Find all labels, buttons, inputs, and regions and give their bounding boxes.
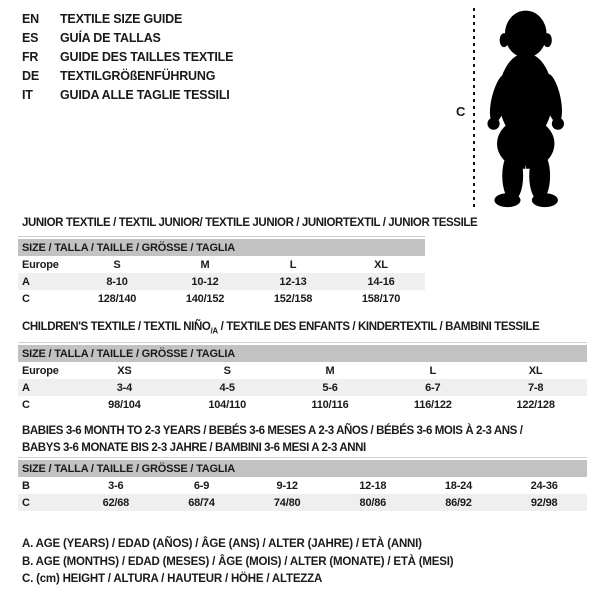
table-row-height	[18, 290, 425, 307]
size-header-band: SIZE / TALLA / TAILLE / GRÖSSE / TAGLIA	[18, 237, 425, 256]
note-height-cm: C. (cm) HEIGHT / ALTURA / HAUTEUR / HÖHE / ALTEZZA	[22, 573, 323, 585]
region-col-header: Europe	[22, 258, 59, 271]
language-list	[22, 10, 233, 105]
size-cell: 62/68	[73, 494, 159, 511]
size-col-header: XS	[117, 364, 132, 377]
language-title: GUIDE DES TAILLES TEXTILE	[60, 50, 234, 64]
size-cell: 9-12	[276, 479, 298, 492]
size-cell: 3-6	[108, 479, 124, 492]
size-cell: 152/158	[273, 292, 313, 305]
size-col-header: S	[113, 258, 121, 271]
column-header-row	[18, 256, 425, 273]
row-label: C	[18, 494, 73, 511]
babies-section-title	[22, 423, 592, 456]
language-title: GUÍA DE TALLAS	[60, 31, 161, 45]
column-header-row	[18, 362, 587, 379]
size-cell: 14-16	[337, 273, 425, 290]
row-label: A	[18, 379, 73, 396]
size-cell: 5-6	[279, 379, 382, 396]
legend-notes	[22, 536, 453, 589]
size-cell: 158/170	[361, 292, 401, 305]
size-col-header: L	[429, 364, 437, 377]
row-label: C	[22, 398, 30, 411]
size-header-band-row	[18, 458, 587, 477]
children-title-post: / TEXTILE DES ENFANTS / KINDERTEXTIL / BAMBINI TESSILE	[217, 321, 540, 333]
size-header-band-row	[18, 237, 425, 256]
size-cell: 12-18	[359, 479, 387, 492]
baby-silhouette-icon	[480, 8, 568, 208]
size-cell: 116/122	[413, 398, 452, 411]
size-cell: 80/86	[330, 494, 416, 511]
size-col-header: L	[289, 258, 297, 271]
babies-title-line1: BABIES 3-6 MONTH TO 2-3 YEARS / BEBÉS 3-6 MESES A 2-3 AÑOS / BÉBÉS 3-6 MOIS À 2-3 ANS /	[22, 425, 523, 437]
size-col-header: M	[325, 364, 335, 377]
height-measure-dotted-line	[473, 8, 475, 207]
size-col-header: M	[200, 258, 210, 271]
table-row-months	[18, 477, 587, 494]
children-title-pre: CHILDREN'S TEXTILE / TEXTIL NIÑO	[22, 321, 211, 333]
language-row-fr	[22, 48, 233, 67]
language-code: FR	[22, 50, 39, 64]
size-cell: 6-7	[381, 379, 484, 396]
size-col-header: XL	[374, 258, 388, 271]
size-col-header: XL	[528, 364, 543, 377]
table-row-age	[18, 379, 587, 396]
junior-section-title: JUNIOR TEXTILE / TEXTIL JUNIOR/ TEXTILE JUNIOR / JUNIORTEXTIL / JUNIOR TESSILE	[22, 217, 478, 229]
size-cell: 92/98	[501, 494, 587, 511]
language-code: ES	[22, 31, 39, 45]
size-cell: 8-10	[73, 273, 161, 290]
size-cell: 12-13	[249, 273, 337, 290]
language-code: DE	[22, 69, 39, 83]
language-title: TEXTILE SIZE GUIDE	[60, 12, 183, 26]
junior-size-table	[18, 236, 425, 307]
size-cell: 104/110	[208, 398, 247, 411]
size-cell: 74/80	[244, 494, 330, 511]
region-col-header: Europe	[22, 364, 59, 377]
size-cell: 122/128	[516, 398, 555, 411]
language-title: GUIDA ALLE TAGLIE TESSILI	[60, 88, 230, 102]
size-cell: 86/92	[416, 494, 502, 511]
size-cell: 98/104	[108, 398, 141, 411]
note-age-months: B. AGE (MONTHS) / EDAD (MESES) / ÂGE (MOIS) / ALTER (MONATE) / ETÀ (MESI)	[22, 555, 454, 568]
size-cell: 128/140	[97, 292, 137, 305]
size-header-band: SIZE / TALLA / TAILLE / GRÖSSE / TAGLIA	[18, 458, 587, 477]
size-cell: 10-12	[161, 273, 249, 290]
row-label: A	[18, 273, 73, 290]
language-row-es	[22, 29, 233, 48]
size-cell: 110/116	[311, 398, 349, 411]
size-cell: 140/152	[185, 292, 225, 305]
height-figure	[450, 0, 600, 215]
table-row-age	[18, 273, 425, 290]
height-measure-label: C	[456, 104, 466, 119]
language-title: TEXTILGRÖßENFÜHRUNG	[60, 69, 216, 83]
table-row-height	[18, 494, 587, 511]
size-col-header: S	[223, 364, 231, 377]
size-cell: 4-5	[176, 379, 279, 396]
children-title-subscript: /A	[210, 326, 218, 336]
babies-size-table	[18, 457, 587, 511]
size-cell: 7-8	[484, 379, 587, 396]
size-cell: 3-4	[73, 379, 176, 396]
language-row-en	[22, 10, 233, 29]
babies-title-line2: BABYS 3-6 MONATE BIS 2-3 JAHRE / BAMBINI 3-6 MESI A 2-3 ANNI	[22, 441, 366, 454]
language-row-it	[22, 86, 233, 105]
size-header-band: SIZE / TALLA / TAILLE / GRÖSSE / TAGLIA	[18, 343, 587, 362]
size-cell: 24-36	[530, 479, 558, 492]
language-row-de	[22, 67, 233, 86]
size-header-band-row	[18, 343, 587, 362]
size-cell: 6-9	[193, 479, 210, 492]
size-cell: 18-24	[444, 479, 473, 492]
note-age-years: A. AGE (YEARS) / EDAD (AÑOS) / ÂGE (ANS) / ALTER (JAHRE) / ETÀ (ANNI)	[22, 538, 422, 550]
table-row-height	[18, 396, 587, 413]
children-size-table	[18, 342, 587, 413]
row-label: B	[22, 479, 30, 492]
language-code: IT	[22, 88, 33, 102]
row-label: C	[22, 292, 30, 305]
children-section-title	[22, 321, 539, 335]
language-code: EN	[22, 12, 39, 26]
size-cell: 68/74	[159, 494, 245, 511]
